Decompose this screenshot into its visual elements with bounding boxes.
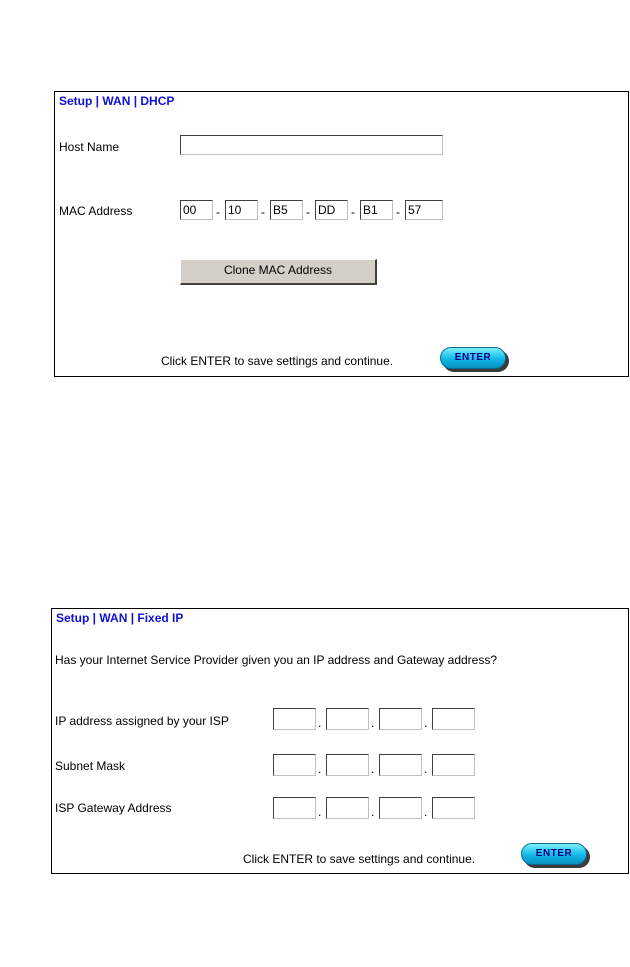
mac-octet-6-input[interactable]: 57 [405, 200, 443, 220]
mac-octet-3-input[interactable]: B5 [270, 200, 303, 220]
ip-octet-1-input[interactable] [273, 708, 316, 730]
gateway-separator: . [318, 805, 322, 819]
enter-button-label: ENTER [440, 347, 506, 369]
subnet-octet-2-input[interactable] [326, 754, 369, 776]
subnet-mask-label: Subnet Mask [55, 759, 126, 773]
gateway-octet-1-input[interactable] [273, 797, 316, 819]
mac-separator: - [261, 205, 265, 219]
enter-button[interactable] [440, 347, 506, 369]
subnet-separator: . [318, 762, 322, 776]
gateway-octet-4-input[interactable] [432, 797, 475, 819]
mac-separator: - [306, 205, 310, 219]
subnet-separator: . [424, 762, 428, 776]
mac-separator: - [351, 205, 355, 219]
enter-button-label: ENTER [521, 843, 587, 865]
mac-address-label: MAC Address [59, 204, 133, 218]
mac-octet-5-input[interactable]: B1 [360, 200, 393, 220]
clone-mac-address-button[interactable]: Clone MAC Address [180, 259, 377, 285]
isp-gateway-label: ISP Gateway Address [55, 801, 172, 815]
breadcrumb-dhcp: Setup | WAN | DHCP [59, 94, 175, 108]
ip-octet-3-input[interactable] [379, 708, 422, 730]
ip-separator: . [371, 716, 375, 730]
host-name-label: Host Name [59, 140, 120, 154]
footer-text: Click ENTER to save settings and continue. [161, 354, 394, 368]
gateway-octet-3-input[interactable] [379, 797, 422, 819]
subnet-octet-3-input[interactable] [379, 754, 422, 776]
gateway-separator: . [371, 805, 375, 819]
dhcp-panel [54, 91, 629, 377]
mac-separator: - [396, 205, 400, 219]
gateway-octet-2-input[interactable] [326, 797, 369, 819]
mac-separator: - [216, 205, 220, 219]
breadcrumb-fixed-ip: Setup | WAN | Fixed IP [56, 611, 184, 625]
mac-octet-4-input[interactable]: DD [315, 200, 348, 220]
fixed-ip-panel [51, 608, 629, 874]
subnet-octet-1-input[interactable] [273, 754, 316, 776]
enter-button[interactable] [521, 843, 587, 865]
isp-question-text: Has your Internet Service Provider given you an IP address and Gateway address? [55, 653, 498, 667]
host-name-input[interactable] [180, 135, 443, 155]
footer-text: Click ENTER to save settings and continue. [243, 852, 476, 866]
ip-octet-4-input[interactable] [432, 708, 475, 730]
ip-separator: . [318, 716, 322, 730]
ip-octet-2-input[interactable] [326, 708, 369, 730]
ip-address-label: IP address assigned by your ISP [55, 714, 229, 728]
gateway-separator: . [424, 805, 428, 819]
mac-octet-1-input[interactable]: 00 [180, 200, 213, 220]
subnet-separator: . [371, 762, 375, 776]
subnet-octet-4-input[interactable] [432, 754, 475, 776]
mac-octet-2-input[interactable]: 10 [225, 200, 258, 220]
ip-separator: . [424, 716, 428, 730]
